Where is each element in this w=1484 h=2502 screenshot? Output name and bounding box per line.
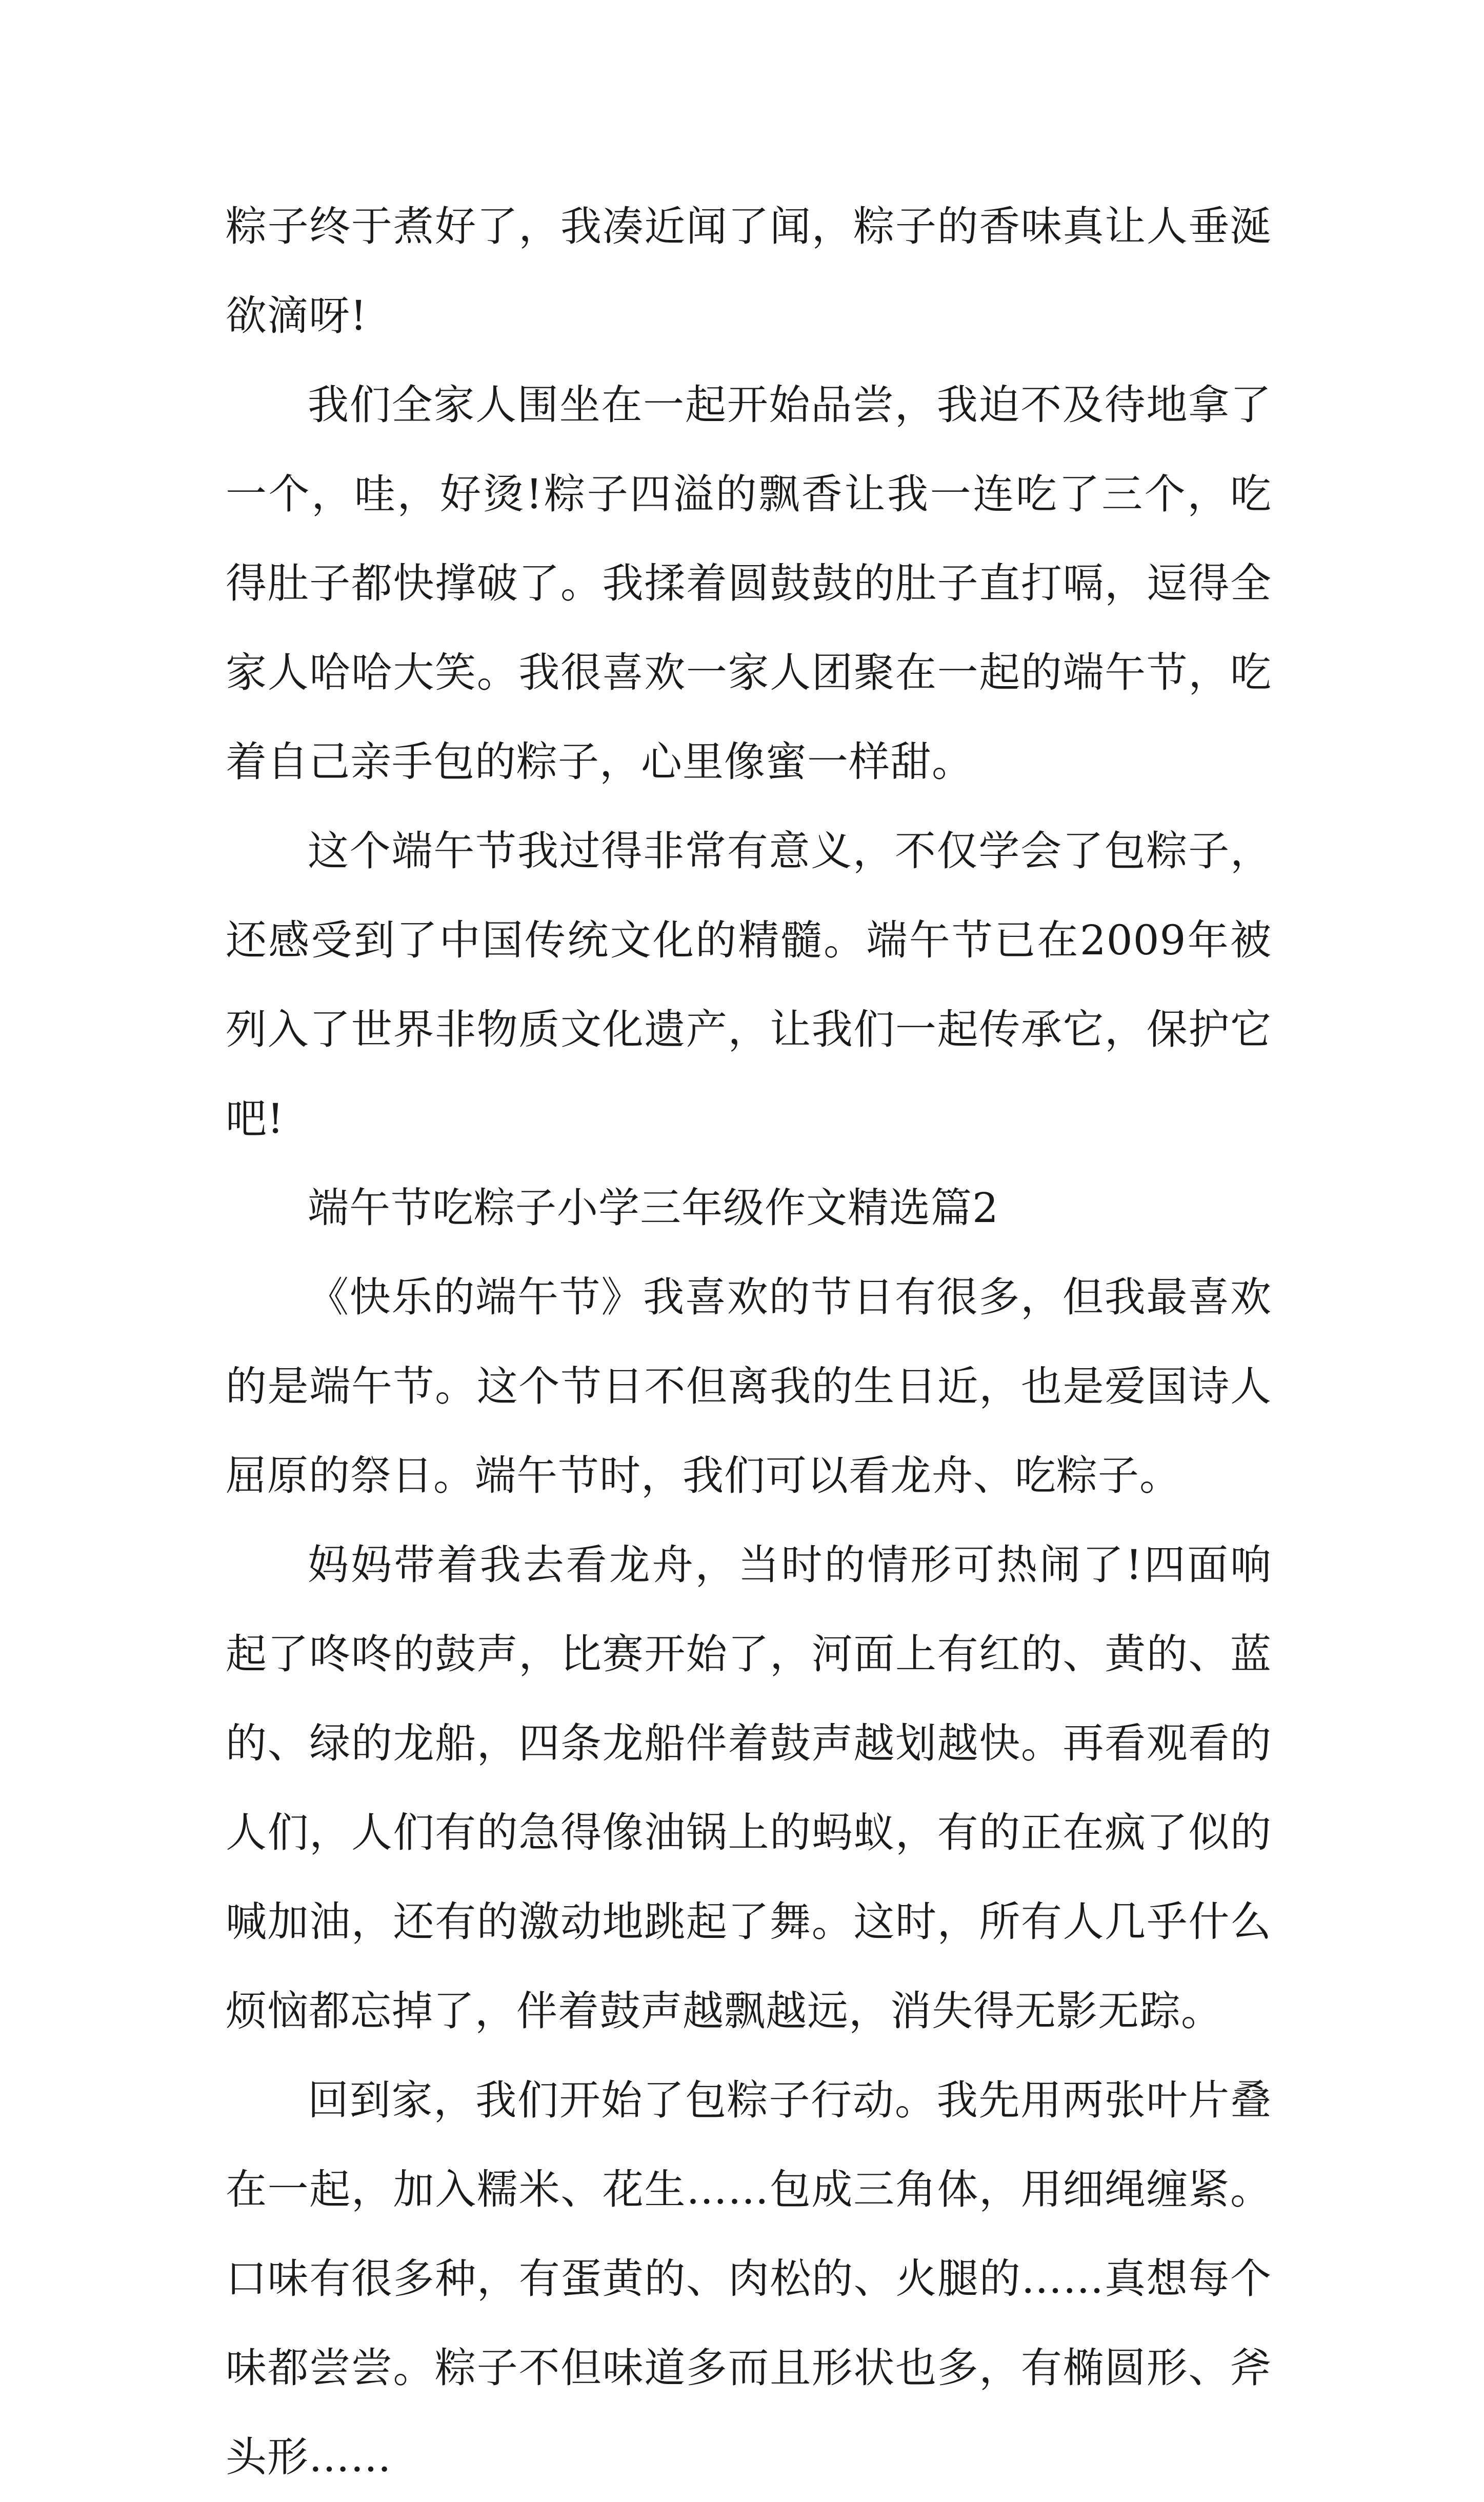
paragraph-2: 我们全家人围坐在一起开始品尝，我迫不及待地拿了一个，哇，好烫!粽子四溢的飘香让我一连吃了三个，吃得肚子都快撑破了。我揉着圆鼓鼓的肚子直打嗝，逗得全家人哈哈大笑。我很喜欢一家人团聚在一起的端午节，吃着自己亲手包的粽子，心里像蜜一样甜。 bbox=[226, 381, 1272, 786]
section-heading: 端午节吃粽子小学三年级作文精选篇2 bbox=[308, 1184, 999, 1232]
paragraph-3: 这个端午节我过得非常有意义，不仅学会了包粽子，还感受到了中国传统文化的精髓。端午节已在2009年被列入了世界非物质文化遗产，让我们一起传承它，保护它吧! bbox=[226, 827, 1272, 1143]
document-body bbox=[226, 182, 1272, 2502]
paragraph-6: 回到家，我们开始了包粽子行动。我先用两张叶片叠在一起，加入糯米、花生……包成三角体，用细绳缠紧。口味有很多种，有蛋黄的、肉松的、火腿的……真想每个味都尝尝。粽子不但味道多而且形状也多，有椭圆形、斧头形…… bbox=[226, 2076, 1272, 2481]
paragraph-5: 妈妈带着我去看龙舟，当时的情形可热闹了!四面响起了咚咚的鼓声，比赛开始了，河面上有红的、黄的、蓝的、绿的龙船，四条龙船伴着鼓声越划越快。再看观看的人们，人们有的急得像油锅上的蚂蚁，有的正在疯了似的喊加油，还有的激动地跳起了舞。这时，所有人几乎什么烦恼都忘掉了，伴着鼓声越飘越远，消失得无影无踪。 bbox=[226, 1541, 1272, 2035]
paragraph-1: 粽子终于煮好了，我凑近闻了闻，粽子的香味真让人垂涎欲滴呀! bbox=[226, 203, 1272, 339]
paragraph-4: 《快乐的端午节》我喜欢的节日有很多，但我最喜欢的是端午节。这个节日不但离我的生日近，也是爱国诗人屈原的祭日。端午节时，我们可以看龙舟、吃粽子。 bbox=[226, 1273, 1272, 1499]
